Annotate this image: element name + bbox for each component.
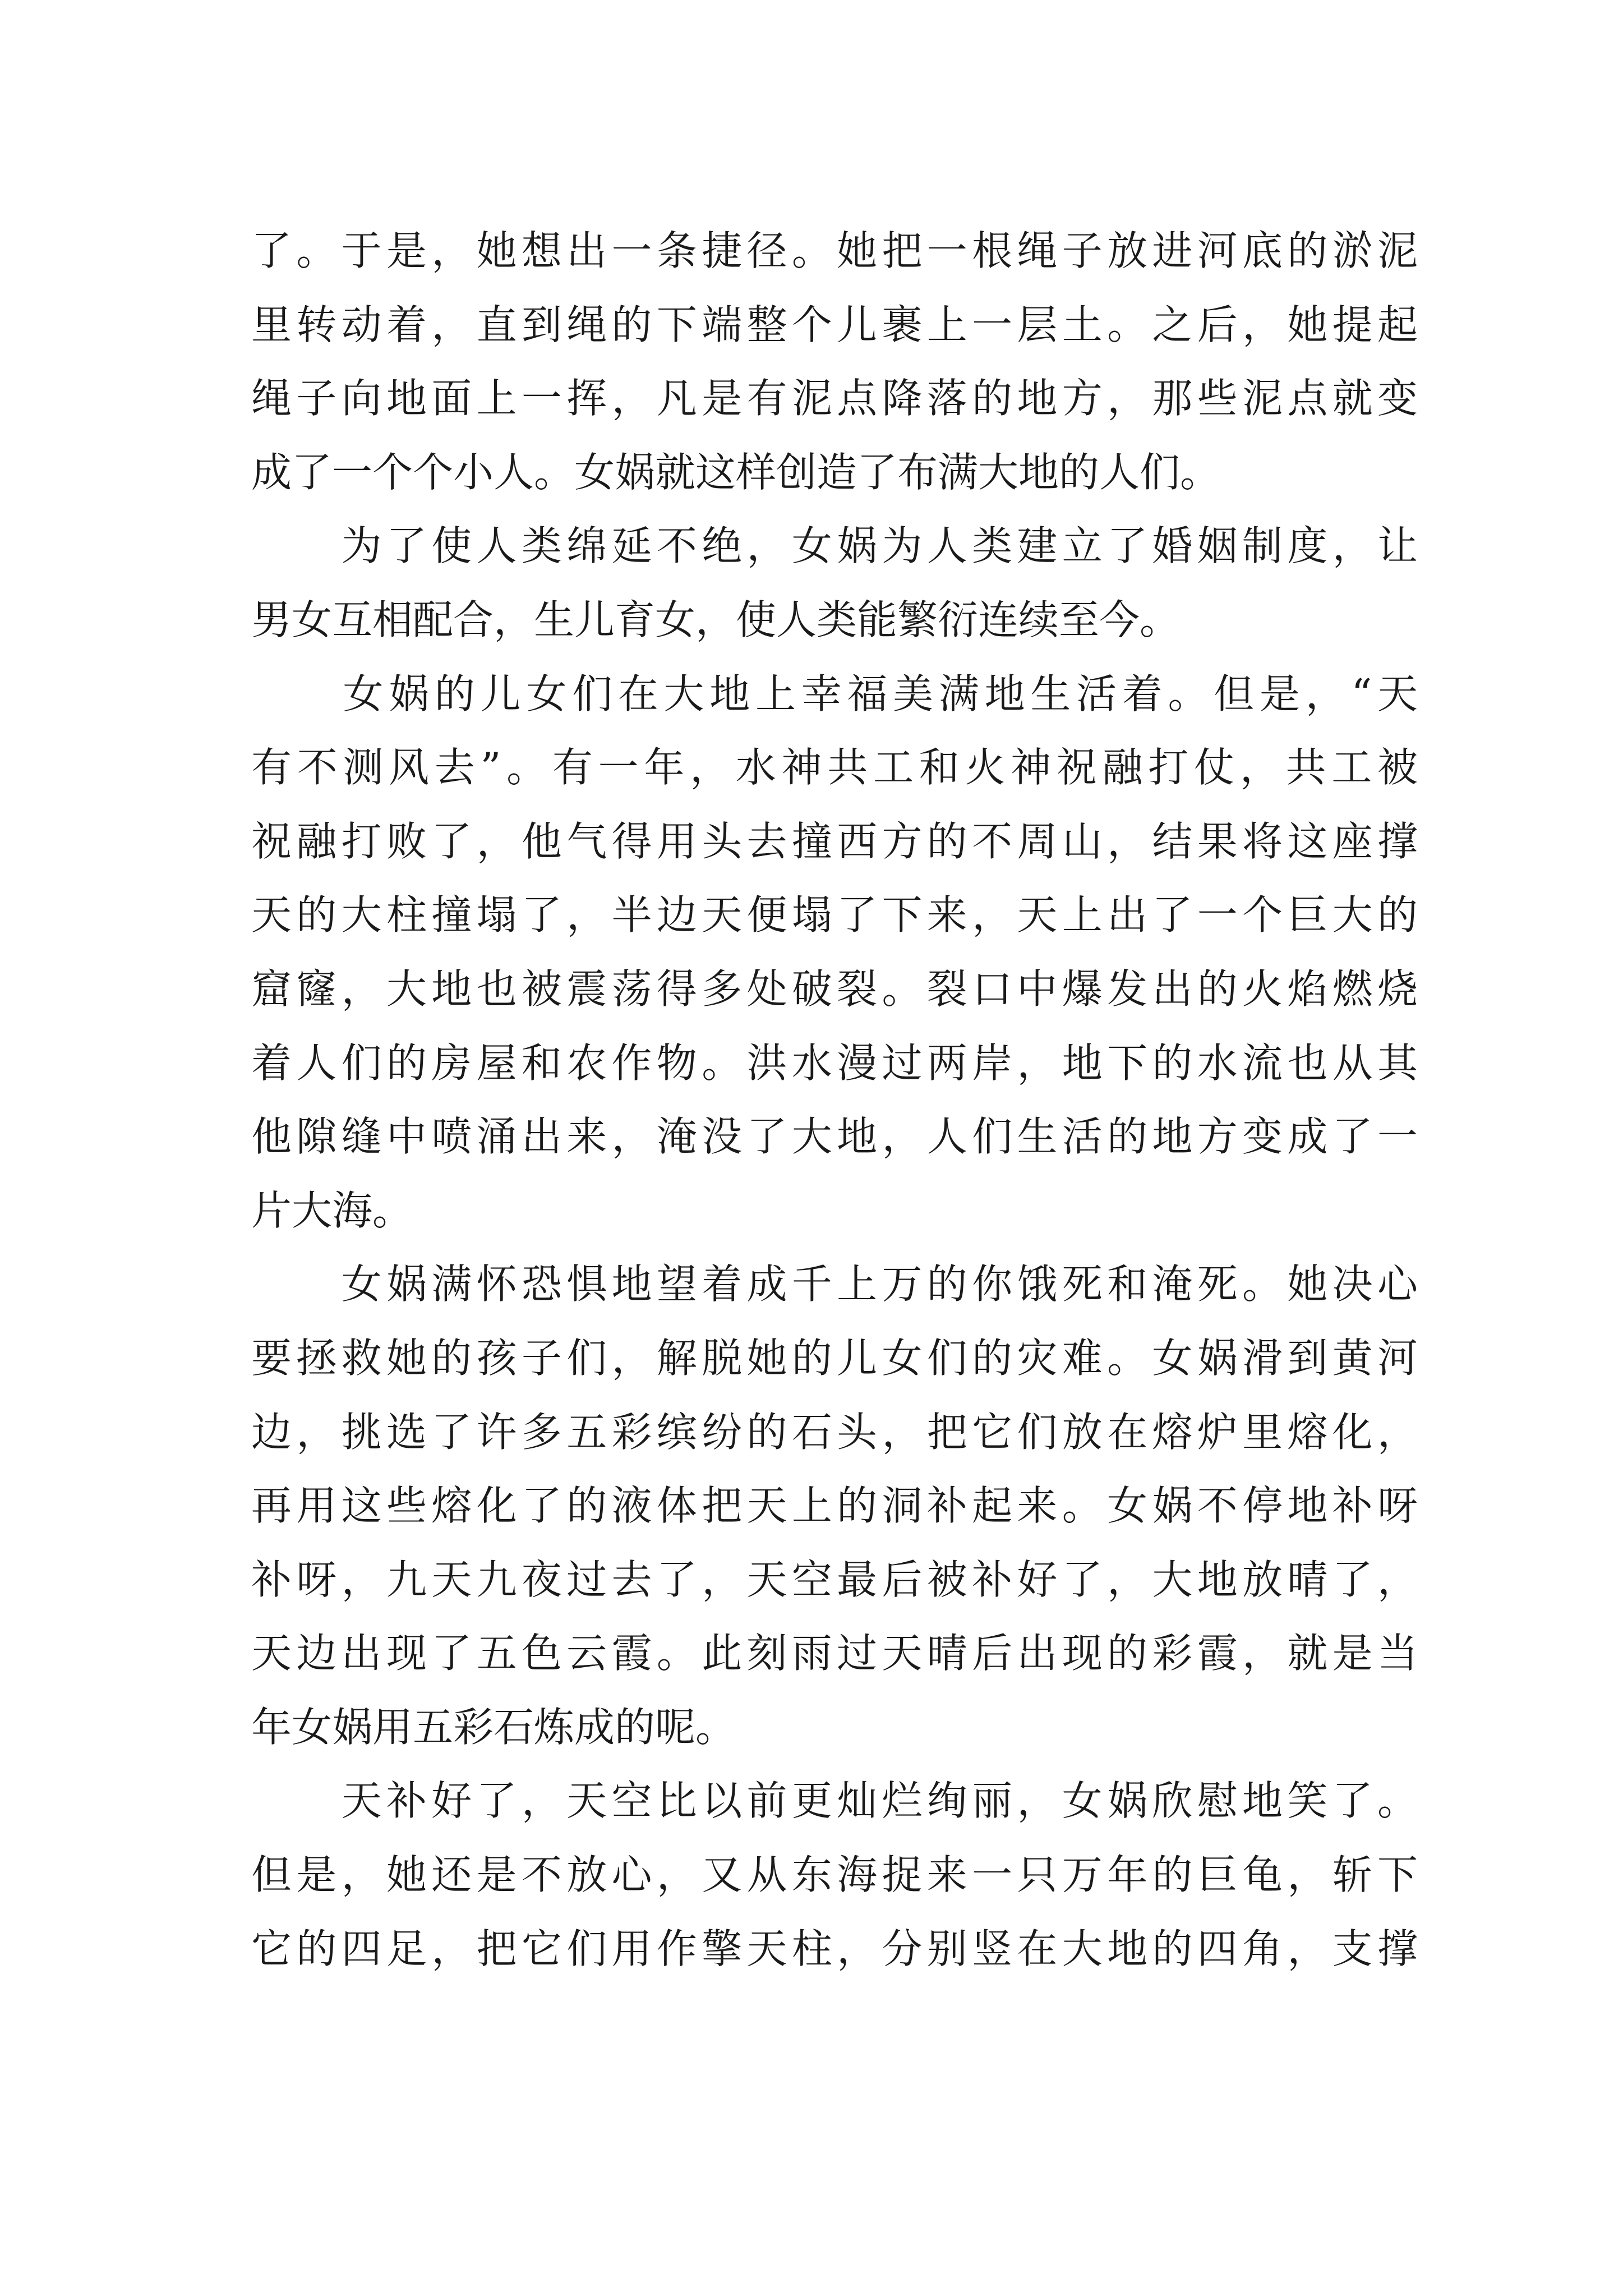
text-line: 祝融打败了，他气得用头去撞西方的不周山，结果将这座撑 <box>251 817 1418 865</box>
text-line: 片大海。 <box>251 1186 413 1234</box>
body-text <box>251 214 1418 1986</box>
paragraph <box>251 1248 1418 1764</box>
text-line: 天的大柱撞塌了，半边天便塌了下来，天上出了一个巨大的 <box>251 891 1418 939</box>
paragraph <box>251 657 1418 1248</box>
paragraph <box>251 1764 1418 1986</box>
text-line: 要拯救她的孩子们，解脱她的儿女们的灾难。女娲滑到黄河 <box>251 1334 1418 1382</box>
text-line: 了。于是，她想出一条捷径。她把一根绳子放进河底的淤泥 <box>251 227 1418 274</box>
text-line: 女娲的儿女们在大地上幸福美满地生活着。但是，“天 <box>251 670 1418 717</box>
text-line: 着人们的房屋和农作物。洪水漫过两岸，地下的水流也从其 <box>251 1039 1418 1087</box>
text-line: 里转动着，直到绳的下端整个儿裹上一层土。之后，她提起 <box>251 301 1418 348</box>
text-line: 年女娲用五彩石炼成的呢。 <box>251 1703 736 1751</box>
paragraph <box>251 214 1418 509</box>
text-line: 但是，她还是不放心，又从东海捉来一只万年的巨龟，斩下 <box>251 1851 1418 1899</box>
text-line: 窟窿，大地也被震荡得多处破裂。裂口中爆发出的火焰燃烧 <box>251 965 1418 1013</box>
text-line: 有不测风去”。有一年，水神共工和火神祝融打仗，共工被 <box>251 744 1418 792</box>
text-line: 补呀，九天九夜过去了，天空最后被补好了，大地放晴了， <box>251 1556 1418 1603</box>
text-line: 它的四足，把它们用作擎天柱，分别竖在大地的四角，支撑 <box>251 1925 1418 1972</box>
text-line: 边，挑选了许多五彩缤纷的石头，把它们放在熔炉里熔化， <box>251 1408 1418 1456</box>
text-line: 天边出现了五色云霞。此刻雨过天晴后出现的彩霞，就是当 <box>251 1630 1418 1677</box>
text-line: 成了一个个小人。女娲就这样创造了布满大地的人们。 <box>251 448 1221 496</box>
text-line: 再用这些熔化了的液体把天上的洞补起来。女娲不停地补呀 <box>251 1482 1418 1530</box>
text-line: 天补好了，天空比以前更灿烂绚丽，女娲欣慰地笑了。 <box>251 1777 1418 1825</box>
text-line: 为了使人类绵延不绝，女娲为人类建立了婚姻制度，让 <box>251 522 1418 570</box>
text-line: 绳子向地面上一挥，凡是有泥点降落的地方，那些泥点就变 <box>251 375 1418 422</box>
text-line: 他隙缝中喷涌出来，淹没了大地，人们生活的地方变成了一 <box>251 1113 1418 1161</box>
paragraph <box>251 509 1418 657</box>
text-line: 男女互相配合，生儿育女，使人类能繁衍连续至今。 <box>251 596 1181 643</box>
text-line: 女娲满怀恐惧地望着成千上万的你饿死和淹死。她决心 <box>251 1260 1418 1308</box>
